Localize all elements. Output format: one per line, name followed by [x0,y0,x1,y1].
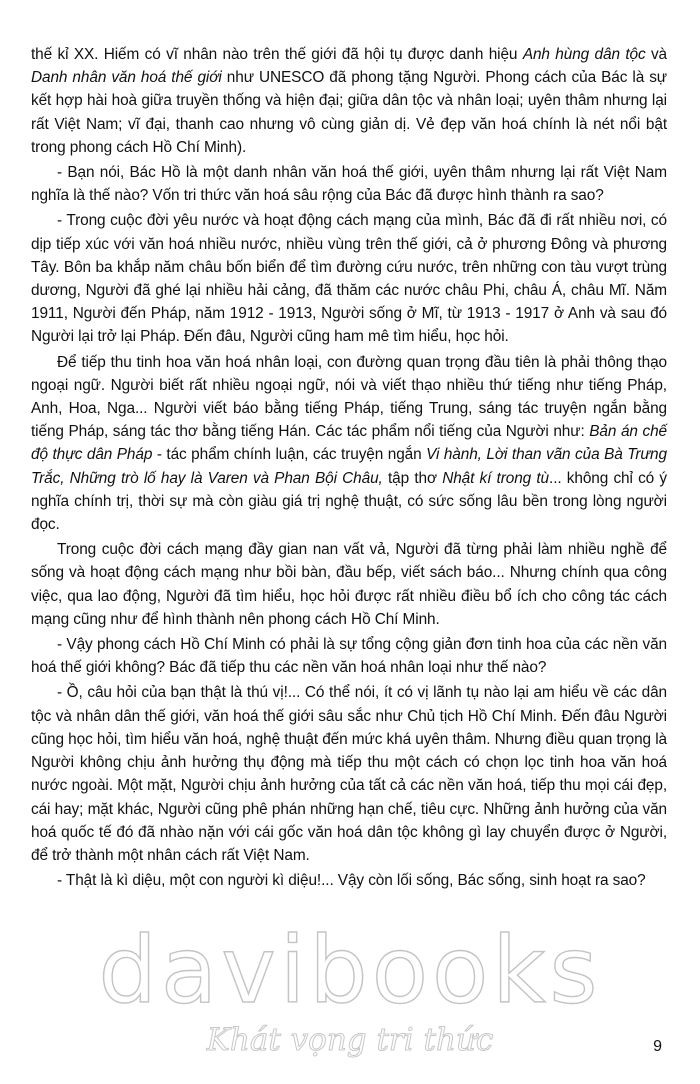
text-run: ... không chỉ có ý nghĩa chính trị, thời sự mà còn giàu giá trị nghệ thuật, có sức sống lâu bền trong lòng người đọc. [31,469,667,534]
text-run: - Thật là kì diệu, một con người kì diệu!... Vậy còn lối sống, Bác sống, sinh hoạt ra sao? [57,872,646,890]
italic-text-run: Nhật kí trong tù [442,469,550,487]
text-run: - Trong cuộc đời yêu nước và hoạt động cách mạng của mình, Bác đã đi rất nhiều nơi, có dịp tiếp xúc với văn hoá nhiều nước, nhiều vùng trên thế giới, cả ở phương Đông và phương Tây. Bôn ba khắp năm châu bốn biển để tìm đường cứu nước, trên những con tàu vượt trùng dương, Người đã ghé lại nhiều hải cảng, đã thăm các nước châu Phi, châu Á, châu Mĩ. Năm 1911, Người đến Pháp, năm 1912 - 1913, Người sống ở Mĩ, từ 1913 - 1917 ở Anh và sau đó Người lại trở lại Pháp. Đến đâu, Người cũng ham mê tìm hiểu, học hỏi. [31,212,667,346]
watermark-brand: davibooks [98,917,602,1024]
paragraph [31,351,667,537]
text-run: - Vậy phong cách Hồ Chí Minh có phải là sự tổng cộng giản đơn tinh hoa của các nền văn hoá thế giới không? Bác đã tiếp thu các nền văn hoá nhân loại như thế nào? [31,636,667,677]
italic-text-run: Vi hành, Lời than vãn của Bà Trưng Trắc, Những trò lố hay là Varen và Phan Bội Châu, [31,446,667,487]
watermark-tagline: Khát vọng tri thức [206,1022,494,1058]
paragraph [31,633,667,679]
text-run: Trong cuộc đời cách mạng đầy gian nan vất vả, Người đã từng phải làm nhiều nghề để sống và hoạt động cách mạng như bồi bàn, đầu bếp, viết sách báo... Nhưng chính qua công việc, qua lao động, Người đã tìm hiểu, học hỏi được rất nhiều điều bổ ích cho công tác cách mạng cũng như để hình thành nên phong cách Hồ Chí Minh. [31,541,667,628]
paragraph [31,869,667,892]
text-run: và [645,46,668,63]
paragraph [31,538,667,631]
page-body-text [31,43,667,894]
italic-text-run: Bản án chế độ thực dân Pháp [31,423,667,464]
text-run: - Ồ, câu hỏi của bạn thật là thú vị!... Có thể nói, ít có vị lãnh tụ nào lại am hiểu về các dân tộc và nhân dân thế giới, văn hoá thế giới sâu sắc như Chủ tịch Hồ Chí Minh. Đến đâu Người cũng học hỏi, tìm hiểu văn hoá, nghệ thuật đến mức khá uyên thâm. Nhưng điều quan trọng là Người không chịu ảnh hưởng thụ động mà tiếp thu một cách có chọn lọc tinh hoa văn hoá nước ngoài. Một mặt, Người chịu ảnh hưởng của tất cả các nền văn hoá, tiếp thu mọi cái đẹp, cái hay; mặt khác, Người cũng phê phán những hạn chế, tiêu cực. Những ảnh hưởng của văn hoá quốc tế đó đã nhào nặn với cái gốc văn hoá dân tộc không gì lay chuyển được ở Người, để trở thành một nhân cách rất Việt Nam. [31,684,667,864]
italic-text-run: Anh hùng dân tộc [522,46,646,63]
paragraph [31,681,667,867]
paragraph [31,209,667,348]
text-run: tập thơ [382,469,443,487]
text-run: Để tiếp thu tinh hoa văn hoá nhân loại, con đường quan trọng đầu tiên là phải thông thạo ngoại ngữ. Người biết rất nhiều ngoại ngữ, nói và viết thạo nhiều thứ tiếng như tiếng Pháp, Anh, Hoa, Nga... Người viết báo bằng tiếng Pháp, tiếng Trung, sáng tác truyện ngắn bằng tiếng Pháp, sáng tác thơ bằng tiếng Hán. Các tác phẩm nổi tiếng của Người như: [31,353,667,441]
paragraph [31,43,667,159]
text-run: - tác phẩm chính luận, các truyện ngắn [152,446,427,464]
text-run: như UNESCO đã phong tặng Người. Phong cách của Bác là sự kết hợp hài hoà giữa truyền thống và hiện đại; giữa dân tộc và nhân loại; uyên thâm nhưng lại rất Việt Nam; vĩ đại, thanh cao nhưng vô cùng giản dị. Vẻ đẹp văn hoá chính là nét nổi bật trong phong cách Hồ Chí Minh). [31,69,668,156]
text-run: - Bạn nói, Bác Hồ là một danh nhân văn hoá thế giới, uyên thâm nhưng lại rất Việt Nam nghĩa là thế nào? Vốn tri thức văn hoá sâu rộng của Bác đã được hình thành ra sao? [31,164,667,205]
paragraph [31,161,667,207]
text-run: thế kỉ XX. Hiếm có vĩ nhân nào trên thế giới đã hội tụ được danh hiệu [31,46,523,63]
italic-text-run: Danh nhân văn hoá thế giới [31,69,222,87]
page-number: 9 [653,1038,662,1055]
